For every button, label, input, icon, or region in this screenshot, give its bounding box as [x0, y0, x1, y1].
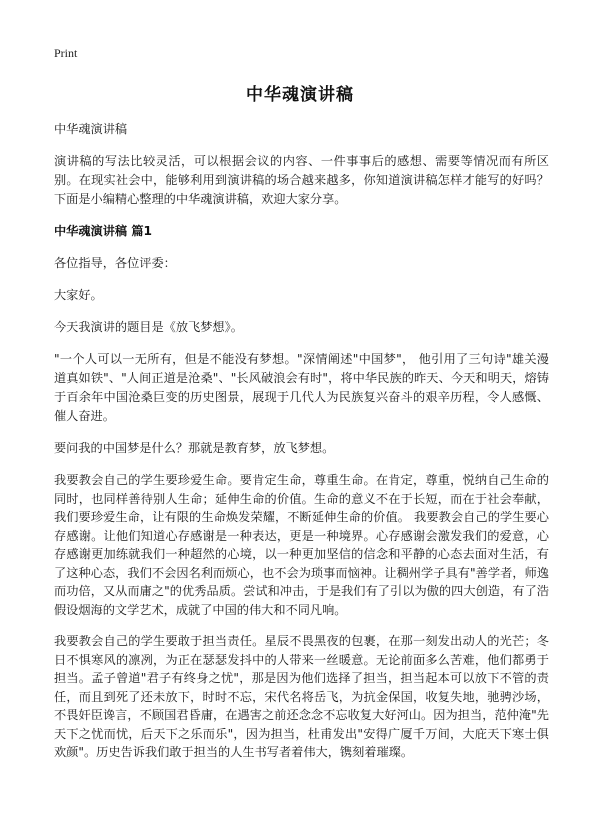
- document-body: [54, 120, 549, 775]
- paragraph-greeting: 各位指导，各位评委：: [54, 256, 176, 270]
- section-heading: 中华魂演讲稿 篇1: [54, 224, 153, 238]
- paragraph-dream-quote: "一个人可以一无所有，但是不能没有梦想。"深情阐述"中国梦"， 他引用了三句诗"雄关漫道真如铁"、"人间正道是沧桑"、"长风破浪会有时"，将中华民族的昨天、今天和明天，熔铸于百余年中国沧桑巨变的历史图景，展现于几代人为民族复兴奋斗的艰辛历程，令人感慨、催人奋进。: [54, 352, 549, 423]
- paragraph-responsibility: 我要教会自己的学生要敢于担当责任。星辰不畏黑夜的包裹，在那一刻发出动人的光芒；冬日不惧寒风的凛冽，为正在瑟瑟发抖中的人带来一丝暖意。无论前面多么苦难，他们都勇于担当。孟子曾道"君子有终身之忧"，那是因为他们选择了担当，担当起本可以放下不管的责任，而且到死了还未放下，时时不忘，宋代名将岳飞，为抗金保国，收复失地，驰骋沙场，不畏奸臣谗言，不顾国君昏庸，在遇害之前还念念不忘收复大好河山。因为担当，范仲淹"先天下之忧而忧，后天下之乐而乐"，因为担当，杜甫发出"安得广厦千万间，大庇天下寒士俱欢颜"。历史告诉我们敢于担当的人生书写者着伟大，镌刻着璀璨。: [54, 634, 549, 759]
- document-subtitle: 中华魂演讲稿: [54, 122, 128, 136]
- paragraph-topic: 今天我演讲的题目是《放飞梦想》。: [54, 320, 243, 334]
- print-link[interactable]: Print: [54, 46, 78, 60]
- page-title: 中华魂演讲稿: [246, 85, 354, 105]
- intro-paragraph: 演讲稿的写法比较灵活，可以根据会议的内容、一件事事后的感想、需要等情况而有所区别。在现实社会中，能够利用到演讲稿的场合越来越多，你知道演讲稿怎样才能写的好吗？下面是小编精心整理的中华魂演讲稿，欢迎大家分享。: [54, 154, 549, 206]
- paragraph-china-dream: 要问我的中国梦是什么？那就是教育梦，放飞梦想。: [54, 441, 335, 455]
- paragraph-hello: 大家好。: [54, 288, 103, 302]
- paragraph-cherish-life: 我要教会自己的学生要珍爱生命。要肯定生命，尊重生命。在肯定，尊重，悦纳自己生命的同时，也同样善待别人生命；延伸生命的价值。生命的意义不在于长短，而在于社会奉献，我们要珍爱生命，让有限的生命焕发荣耀，不断延伸生命的价值。 我要教会自己的学生要心存感谢。让他们知道心存感谢是一种表达，更是一种境界。心存感谢会激发我们的爱意，心存感谢更加练就我们一种超然的心境，以一种更加坚信的信念和平静的心态去面对生活，有了这种心态，我们不会因名利而烦心，也不会为琐事而恼神。让稠州学子具有"善学者，师逸而功倍，又从而庸之"的优秀品质。尝试和冲击，于是我们有了引以为傲的四大创造，有了浩假设烟海的文学艺术，成就了中国的伟大和不同凡响。: [54, 473, 549, 617]
